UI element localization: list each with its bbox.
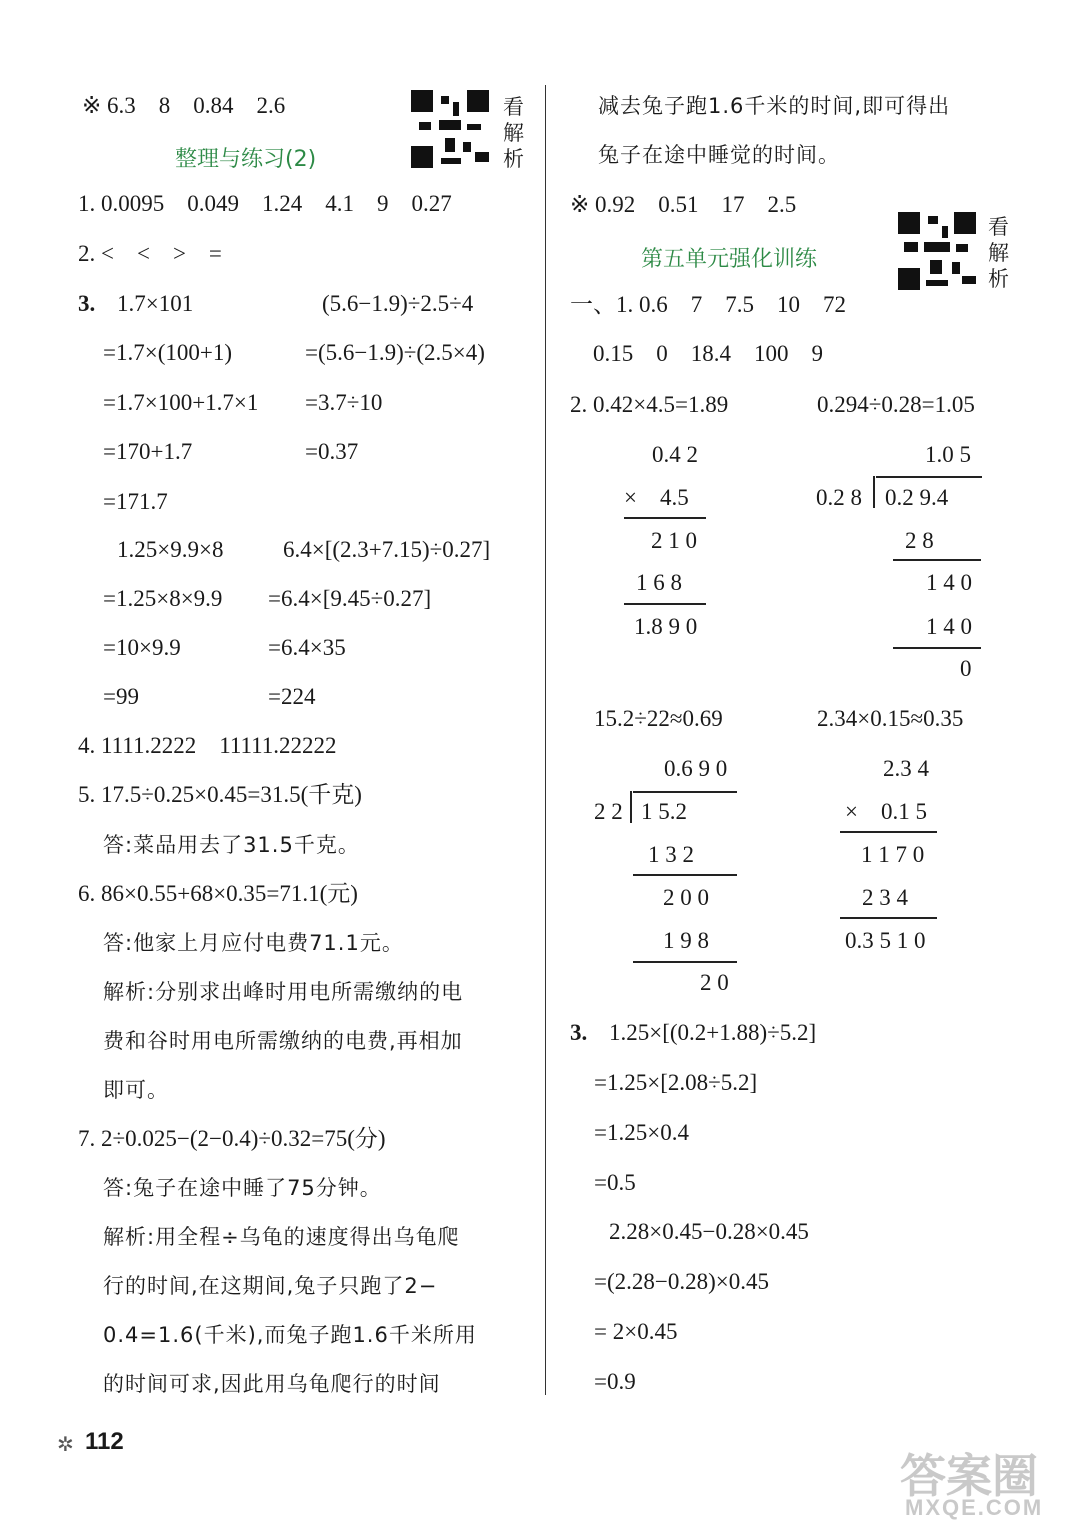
- q3-label: 3.: [78, 291, 96, 316]
- s1-line: 0.15 0 18.4 100 9: [593, 341, 823, 366]
- vm2-rule: [840, 917, 937, 919]
- q3c-line: =10×9.9: [103, 635, 181, 660]
- watermark-url: MXQE.COM: [905, 1495, 1044, 1520]
- vm2-line: × 0.1 5: [845, 799, 927, 824]
- qr-label-left: 看解析: [503, 95, 524, 171]
- q5-answer: 答:菜品用去了31.5千克。: [103, 833, 360, 857]
- ld1-dividend: 0.2 9.4: [885, 485, 949, 510]
- q1-answer: 1. 0.0095 0.049 1.24 4.1 9 0.27: [78, 191, 452, 216]
- qr-code-left[interactable]: [411, 90, 489, 168]
- vm1-line: × 4.5: [624, 485, 689, 510]
- vm1-line: 0.4 2: [652, 442, 698, 467]
- ld2-step: 1 9 8: [663, 928, 709, 953]
- ld1-divisor: 0.2 8: [816, 485, 862, 510]
- vm2-line: 2 3 4: [862, 885, 908, 910]
- q3b-line: (5.6−1.9)÷2.5÷4: [322, 291, 474, 316]
- q3d-line: =224: [268, 684, 316, 709]
- vm1-line: 2 1 0: [651, 528, 697, 553]
- vm2-line: 0.3 5 1 0: [845, 928, 926, 953]
- q6-explanation: 即可。: [103, 1078, 169, 1102]
- vm1-rule: [624, 603, 706, 605]
- ld1-bracket: [873, 476, 875, 508]
- ld2-step: 2 0 0: [663, 885, 709, 910]
- vm1-line: 1.8 9 0: [634, 614, 698, 639]
- vm2-line: 2.3 4: [883, 756, 929, 781]
- s3b-line: 2.28×0.45−0.28×0.45: [609, 1219, 809, 1244]
- vm1-line: 1 6 8: [636, 570, 682, 595]
- q3d-line: 6.4×[(2.3+7.15)÷0.27]: [283, 537, 491, 562]
- section-title-right: 第五单元强化训练: [641, 247, 818, 272]
- star-answers-right: ※ 0.92 0.51 17 2.5: [570, 192, 797, 217]
- q3c-line: 1.25×9.9×8: [117, 537, 224, 562]
- star-ornament-icon: ✲: [57, 1432, 74, 1456]
- q3a-line: =1.7×(100+1): [103, 340, 232, 365]
- ld1-step: 1 4 0: [926, 570, 972, 595]
- qr-label-right: 看解析: [988, 215, 1009, 291]
- vm2-rule: [840, 831, 937, 833]
- page-number: 112: [85, 1428, 124, 1455]
- s3-label: 3.: [570, 1020, 588, 1045]
- s3a-line: 1.25×[(0.2+1.88)÷5.2]: [609, 1020, 817, 1045]
- star-answers: ※ 6.3 8 0.84 2.6: [82, 93, 286, 118]
- q6-equation: 6. 86×0.55+68×0.35=71.1(元): [78, 881, 358, 906]
- s2d-equation: 2.34×0.15≈0.35: [817, 706, 964, 731]
- ld1-quotient: 1.0 5: [925, 442, 971, 467]
- ld1-remainder: 0: [960, 656, 972, 681]
- q3b-line: =0.37: [305, 439, 359, 464]
- q7-equation: 7. 2÷0.025−(2−0.4)÷0.32=75(分): [78, 1126, 386, 1151]
- q3c-line: =99: [103, 684, 139, 709]
- s3b-line: =0.9: [594, 1369, 636, 1394]
- section-title-left: 整理与练习(2): [175, 147, 317, 172]
- ld2-bar: [633, 791, 737, 793]
- q7-explanation: 的时间可求,因此用乌龟爬行的时间: [103, 1372, 441, 1396]
- ld1-step: 2 8: [905, 528, 934, 553]
- watermark-logo: 答案圈: [900, 1450, 1038, 1502]
- q7-explanation-cont: 减去兔子跑1.6千米的时间,即可得出: [598, 94, 951, 118]
- q3a-line: 1.7×101: [117, 291, 194, 316]
- q4-answer: 4. 1111.2222 11111.22222: [78, 733, 337, 758]
- ld1-step: 1 4 0: [926, 614, 972, 639]
- s3a-line: =1.25×[2.08÷5.2]: [594, 1070, 758, 1095]
- vm1-rule: [624, 517, 706, 519]
- q2-answer: 2. < < > =: [78, 241, 222, 266]
- q3a-line: =170+1.7: [103, 439, 193, 464]
- s3a-line: =0.5: [594, 1170, 636, 1195]
- q6-explanation: 费和谷时用电所需缴纳的电费,再相加: [103, 1029, 463, 1053]
- ld1-rule: [893, 559, 981, 561]
- qr-code-right[interactable]: [898, 212, 976, 290]
- s2a-equation: 2. 0.42×4.5=1.89: [570, 392, 729, 417]
- ld2-rule: [633, 961, 737, 963]
- s3b-line: =(2.28−0.28)×0.45: [594, 1269, 769, 1294]
- s2b-equation: 0.294÷0.28=1.05: [817, 392, 975, 417]
- q3d-line: =6.4×[9.45÷0.27]: [268, 586, 432, 611]
- ld2-bracket: [630, 791, 632, 823]
- s1-line: 一、1. 0.6 7 7.5 10 72: [570, 292, 846, 317]
- q3c-line: =1.25×8×9.9: [103, 586, 223, 611]
- q3b-line: =(5.6−1.9)÷(2.5×4): [305, 340, 485, 365]
- vm2-line: 1 1 7 0: [861, 842, 925, 867]
- ld2-dividend: 1 5.2: [641, 799, 687, 824]
- q6-explanation: 解析:分别求出峰时用电所需缴纳的电: [103, 980, 464, 1004]
- q5-equation: 5. 17.5÷0.25×0.45=31.5(千克): [78, 782, 362, 807]
- q6-answer: 答:他家上月应付电费71.1元。: [103, 931, 404, 955]
- ld1-rule: [893, 647, 981, 649]
- ld2-divisor: 2 2: [594, 799, 623, 824]
- q3a-line: =1.7×100+1.7×1: [103, 390, 259, 415]
- q7-explanation: 解析:用全程÷乌龟的速度得出乌龟爬: [103, 1225, 460, 1249]
- q7-explanation-cont: 兔子在途中睡觉的时间。: [598, 143, 840, 167]
- ld2-remainder: 2 0: [700, 970, 729, 995]
- ld2-step: 1 3 2: [648, 842, 694, 867]
- s2c-equation: 15.2÷22≈0.69: [594, 706, 723, 731]
- q7-answer: 答:兔子在途中睡了75分钟。: [103, 1176, 382, 1200]
- q7-explanation: 0.4=1.6(千米),而兔子跑1.6千米所用: [103, 1323, 477, 1347]
- q3a-line: =171.7: [103, 489, 168, 514]
- ld1-bar: [876, 476, 982, 478]
- column-divider: [545, 85, 546, 1395]
- ld2-quotient: 0.6 9 0: [664, 756, 728, 781]
- q7-explanation: 行的时间,在这期间,兔子只跑了2−: [103, 1274, 438, 1298]
- s3a-line: =1.25×0.4: [594, 1120, 689, 1145]
- q3d-line: =6.4×35: [268, 635, 346, 660]
- ld2-rule: [633, 874, 737, 876]
- s3b-line: = 2×0.45: [594, 1319, 678, 1344]
- q3b-line: =3.7÷10: [305, 390, 383, 415]
